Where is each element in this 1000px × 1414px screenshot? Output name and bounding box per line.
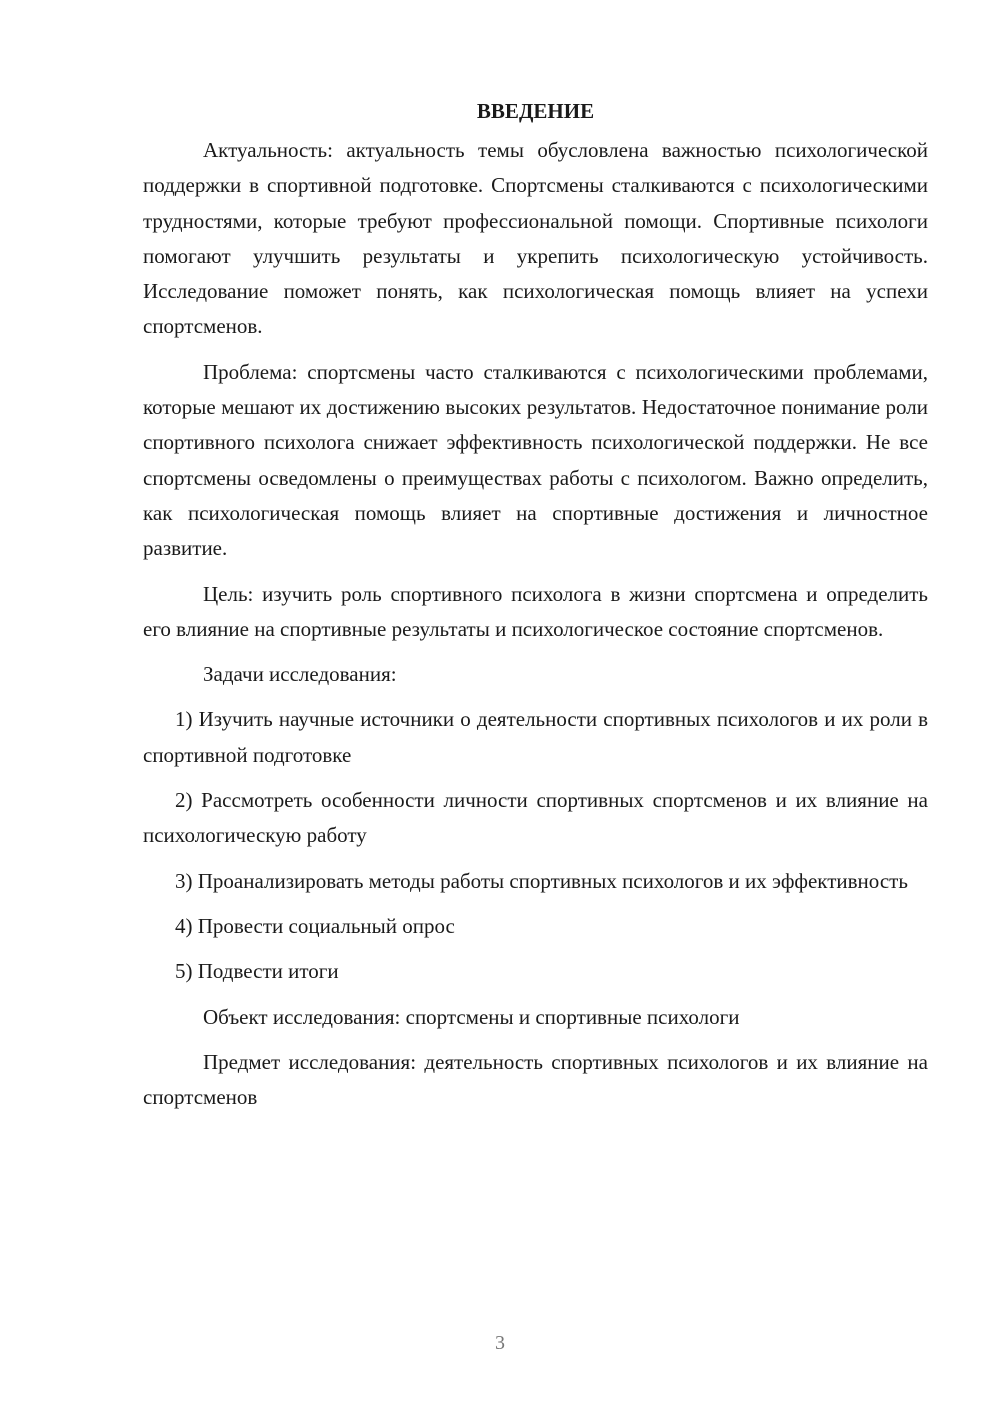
research-subject-paragraph: Предмет исследования: деятельность спортивных психологов и их влияние на спортсменов (143, 1049, 928, 1110)
relevance-paragraph: Актуальность: актуальность темы обусловлена важностью психологической поддержки в спортивной подготовке. Спортсмены сталкиваются с психологическими трудностями, которые требуют профессиональной помощи. Спортивные психологи помогают улучшить результаты и укрепить психологическую устойчивость. Исследование поможет понять, как психологическая помощь влияет на успехи спортсменов. (143, 138, 928, 339)
goal-paragraph: Цель: изучить роль спортивного психолога в жизни спортсмена и определить его влияние на спортивные результаты и психологическое состояние спортсменов. (143, 581, 928, 641)
page-number: 3 (495, 1332, 505, 1354)
section-title: ВВЕДЕНИЕ (476, 99, 595, 123)
task-item-2: 2) Рассмотреть особенности личности спортивных спортсменов и их влияние на психологическую работу (143, 788, 928, 848)
problem-paragraph: Проблема: спортсмены часто сталкиваются с психологическими проблемами, которые мешают их достижению высоких результатов. Недостаточное понимание роли спортивного психолога снижает эффективность психологической поддержки. Не все спортсмены осведомлены о преимуществах работы с психологом. Важно определить, как психологическая помощь влияет на спортивные достижения и личностное развитие. (143, 359, 928, 561)
task-item-3: 3) Проанализировать методы работы спортивных психологов и их эффективность (175, 868, 908, 893)
tasks-heading: Задачи исследования: (203, 662, 397, 687)
task-item-4: 4) Провести социальный опрос (175, 913, 455, 938)
research-object-paragraph: Объект исследования: спортсмены и спортивные психологи (203, 1004, 740, 1029)
document-page (143, 96, 928, 1125)
task-item-1: 1) Изучить научные источники о деятельности спортивных психологов и их роли в спортивной подготовке (143, 707, 928, 767)
task-item-5: 5) Подвести итоги (175, 959, 339, 984)
